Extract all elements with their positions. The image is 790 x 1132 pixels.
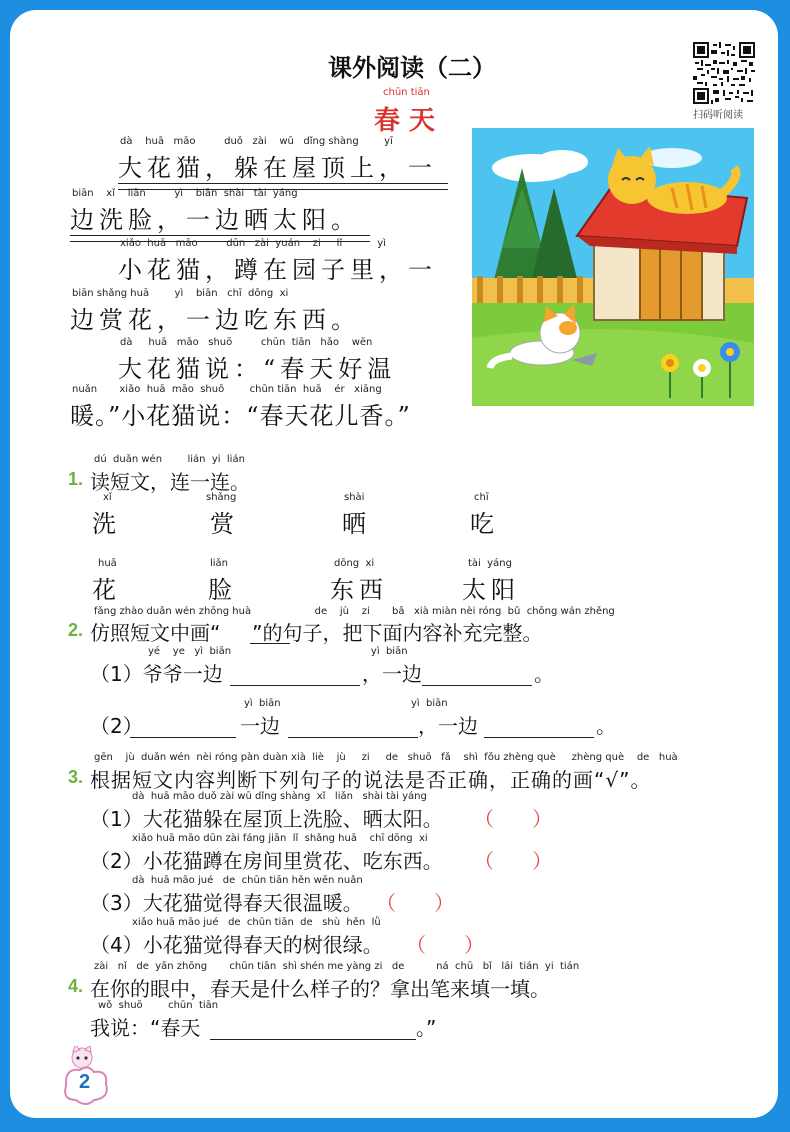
q1-word-7-pinyin: dōng xi [334,558,375,569]
q3-item4-answer-box[interactable]: （ ） [406,933,485,957]
workbook-page [10,10,778,1118]
qr-code-icon[interactable] [693,42,755,104]
q2-text: 仿照短文中画“ ”的句子，把下面内容补充完整。 [90,621,543,645]
q1-word-6-pinyin: liǎn [210,558,229,569]
q3-item2-text: （2）小花猫蹲在房间里赏花、吃东西。 [90,849,443,873]
q1-pinyin: dú duǎn wén lián yi lián [94,454,245,465]
q1-word-1-pinyin: xǐ [103,492,112,503]
q3-item1-answer-box[interactable]: （ ） [474,807,553,831]
q4-line-prefix: 我说：“春天 [90,1016,201,1040]
q3-item3-text: （3）大花猫觉得春天很温暖。 [90,891,363,915]
q2-line1-blank-1[interactable] [230,684,360,686]
q4-line-pinyin: wǒ shuō chūn tiān [98,1000,219,1011]
q3-pinyin: gēn jù duǎn wén nèi róng pàn duàn xià liè jù zi de shuō fǎ shì fǒu zhèng què zhèng què de huà [94,752,678,763]
q1-word-4: 吃 [470,510,499,538]
q2-line1-end: 。 [534,662,554,686]
q3-number: 3. [68,767,84,787]
q2-line1-middle: ，一边 [362,662,422,686]
q2-line2-prefix: （2） [90,714,143,738]
q2-line2-end: 。 [596,714,616,738]
q1-text: 读短文，连一连。 [90,470,250,494]
q1-word-3: 晒 [342,510,371,538]
q4-number: 4. [68,976,84,996]
page-title: 课外阅读（二） [328,53,496,82]
q3-item4-pinyin: xiǎo huā māo jué de chūn tiān de shù hěn lǜ [132,917,381,928]
story-line-6-pinyin: nuǎn xiǎo huā māo shuō chūn tiān huā ér xiāng [72,384,382,395]
q4-pinyin: zài nǐ de yǎn zhōng chūn tiān shì shén me yàng zi de ná chū bǐ lái tián yi tián [94,961,580,972]
story-line-1: 大花猫，躲在屋顶上，一 [118,154,437,182]
story-line-5: 大花猫说：“春天好温 [118,355,397,383]
q1-word-2-pinyin: shǎng [206,492,237,503]
q2-line2-pinyin: yì biān yì biān [244,698,448,709]
q2-pinyin: fǎng zhào duǎn wén zhōng huà de jù zi bǎ xià miàn nèi róng bǔ chōng wán zhěng [94,606,615,617]
qr-caption: 扫码听阅读 [693,110,743,121]
qr-code-graphic [693,42,755,104]
q3-item2-pinyin: xiǎo huā māo dūn zài fáng jiān lǐ shǎng huā chī dōng xi [132,833,428,844]
story-line-4: 边赏花，一边吃东西。 [70,306,360,334]
q3-item1-pinyin: dà huā māo duǒ zài wū dǐng shàng xǐ liǎn shài tài yáng [132,791,427,802]
story-title: 春 天 [374,106,436,136]
q2-line2-middle-1: 一边 [240,714,280,738]
story-line-4-pinyin: biān shǎng huā yì biān chī dōng xi [72,288,289,299]
q2-line2-middle-2: ，一边 [418,714,478,738]
q1-word-2: 赏 [210,510,239,538]
q1-word-8-pinyin: tài yáng [468,558,512,569]
q3-item2-answer-box[interactable]: （ ） [474,849,553,873]
story-line-2: 边洗脸，一边晒太阳。 [70,206,360,234]
story-illustration [472,128,754,406]
story-line-5-pinyin: dà huā māo shuō chūn tiān hǎo wēn [120,337,373,348]
q2-line1-pinyin: yé ye yì biān yì biān [148,646,408,657]
q2-number: 2. [68,620,84,640]
story-line-6: 暖。”小花猫说：“春天花儿香。” [70,402,411,430]
cats-on-roof-illustration [472,128,754,406]
page-number: 2 [79,1071,91,1093]
q1-word-1: 洗 [92,510,121,538]
q1-word-3-pinyin: shài [344,492,365,503]
q2-sample-blank [250,642,290,644]
q1-word-8: 太阳 [462,576,520,604]
story-line-3-pinyin: xiǎo huā māo dūn zài yuán zi lǐ yì [120,238,386,249]
q3-item1-text: （1）大花猫躲在屋顶上洗脸、晒太阳。 [90,807,443,831]
q2-line2-blank-3[interactable] [484,736,594,738]
q1-word-5: 花 [92,576,121,604]
q2-line1-prefix: （1）爷爷一边 [90,662,223,686]
q1-word-4-pinyin: chī [474,492,489,503]
q2-line2-blank-2[interactable] [288,736,418,738]
q2-line1-blank-2[interactable] [422,684,532,686]
q3-item3-answer-box[interactable]: （ ） [376,891,455,915]
story-line-3: 小花猫，蹲在园子里，一 [118,256,437,284]
story-line-1-pinyin: dà huā māo duǒ zài wū dǐng shàng yī [120,136,393,147]
q1-word-7: 东西 [330,576,388,604]
q4-line-end: 。” [416,1016,437,1040]
q4-text: 在你的眼中，春天是什么样子的？拿出笔来填一填。 [90,977,550,1001]
q1-number: 1. [68,469,84,489]
q1-word-5-pinyin: huā [98,558,117,569]
q2-line2-blank-1[interactable] [130,736,236,738]
story-line-2-pinyin: biān xǐ liǎn yì biān shài tài yáng [72,188,298,199]
q1-word-6: 脸 [208,576,237,604]
story-title-pinyin: chūn tiān [383,87,430,98]
q3-item3-pinyin: dà huā māo jué de chūn tiān hěn wēn nuǎn [132,875,363,886]
q3-text: 根据短文内容判断下列句子的说法是否正确，正确的画“√”。 [90,768,652,792]
q4-answer-blank[interactable] [210,1038,416,1040]
q3-item4-text: （4）小花猫觉得春天的树很绿。 [90,933,383,957]
